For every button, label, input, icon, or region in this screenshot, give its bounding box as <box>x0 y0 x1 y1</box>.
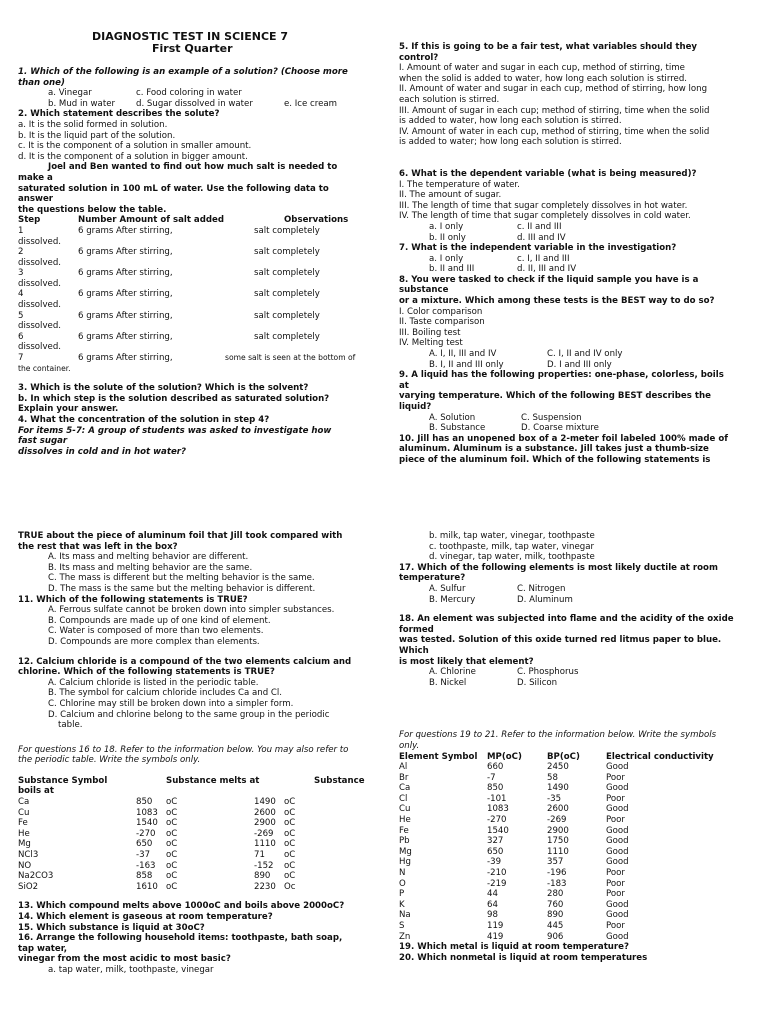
table-cell: -39 <box>487 857 502 868</box>
table-cell: Good <box>606 931 629 942</box>
question-7-choices: a. I only c. I, II and III <box>429 253 570 264</box>
table-cell: salt completely <box>254 289 320 300</box>
question-12: 12. Calcium chloride is a compound of the two elements calcium and chlorine. Which of the following statements is TRUE? <box>18 656 352 678</box>
table-cell: 1750 <box>547 836 569 847</box>
table-cell: 2900 <box>547 825 569 836</box>
table-cell: 2600 <box>254 807 276 818</box>
table-cell: 419 <box>487 931 504 942</box>
table-cell: salt completely <box>254 268 320 279</box>
table-cell: -163 <box>136 860 156 871</box>
right-column-top <box>399 42 754 466</box>
table-cell: Al <box>399 762 408 773</box>
question-18: 18. An element was subjected into flame and the acidity of the oxide formed was tested. Solution of this oxide turned red litmus paper to blue. Which is most likely that element? <box>399 614 734 667</box>
table-cell: 1540 <box>487 825 509 836</box>
questions-13-16: 13. Which compound melts above 1000oC and boils above 2000oC? 14. Which element is gaseous at room temperature? 15. Which substance is liquid at 30oC? 16. Arrange the following household items: toothpaste, bath soap, tap water, vinegar from the most acidic to most basic? <box>18 901 345 965</box>
table-cell: salt completely <box>254 331 320 342</box>
table-cell: 2230 <box>254 881 276 892</box>
table-cell: 660 <box>487 762 504 773</box>
table-cell: salt completely <box>254 247 320 258</box>
question-8-options: I. Color comparison II. Taste comparison III. Boiling test IV. Melting test <box>399 306 485 349</box>
table-cell: 327 <box>487 836 504 847</box>
table-cell: 1 <box>18 225 24 236</box>
table-cell: -7 <box>487 772 496 783</box>
table-row <box>399 815 754 826</box>
table-cell: 98 <box>487 910 498 921</box>
table-cell: oC <box>284 871 296 882</box>
question-6-options: I. The temperature of water. II. The amount of sugar. III. The length of time that sugar completely dissolves in hot water. IV. The length of time that sugar completely dissolves in cold water. <box>399 179 691 222</box>
table-cell: NCl3 <box>18 850 39 861</box>
table-cell: oC <box>284 860 296 871</box>
table-cell: Good <box>606 804 629 815</box>
table-cell: -37 <box>136 850 151 861</box>
question-8-choices: B. I, II and III only D. I and III only <box>429 359 612 370</box>
table-cell: 1083 <box>136 807 158 818</box>
question-6-choices: a. I only c. II and III <box>429 221 562 232</box>
table-row <box>18 226 378 237</box>
table-cell: NO <box>18 860 32 871</box>
table-row <box>399 932 754 943</box>
table-row <box>18 353 378 364</box>
table-cell: oC <box>166 828 178 839</box>
question-18-choices: A. Chlorine C. Phosphorus <box>429 667 579 678</box>
table-cell: Good <box>606 846 629 857</box>
table-row <box>18 247 378 258</box>
table-row <box>399 826 754 837</box>
table-row <box>18 839 378 850</box>
table-cell: oC <box>166 807 178 818</box>
table-cell-continued: dissolved. <box>18 300 62 311</box>
table-cell: SiO2 <box>18 881 39 892</box>
table-cell: 5 <box>18 310 24 321</box>
question-1: 1. Which of the following is an example of a solution? (Choose more than one) <box>18 67 348 88</box>
salt-intro: Joel and Ben wanted to find out how much salt is needed to make a saturated solution in 100 mL of water. Use the following data to answer the questions below the table. <box>18 162 338 215</box>
table-cell: Poor <box>606 815 625 826</box>
table-cell: Poor <box>606 868 625 879</box>
table-cell: 6 <box>18 331 24 342</box>
table-cell: S <box>399 921 405 931</box>
table-cell: Poor <box>606 793 625 804</box>
table-cell: 2 <box>18 247 24 258</box>
question-1-options-row1: a. Vinegar c. Food coloring in water <box>48 88 242 99</box>
question-1-options-row2: b. Mud in water d. Sugar dissolved in water e. Ice cream <box>48 98 338 109</box>
items-5-7-intro: For items 5-7: A group of students was asked to investigate how fast sugar dissolves in cold and in hot water? <box>18 425 332 457</box>
table-cell: -269 <box>254 828 274 839</box>
table-cell: 1110 <box>254 839 276 850</box>
table-cell: 119 <box>487 921 504 931</box>
table-cell: 650 <box>136 839 153 850</box>
table-cell: K <box>399 899 405 910</box>
table-cell: 2900 <box>254 818 276 829</box>
table-row <box>399 910 754 921</box>
table-cell: Ca <box>18 797 30 808</box>
page-subtitle: First Quarter <box>152 42 233 55</box>
table-cell: 44 <box>487 889 498 900</box>
table-row <box>399 868 754 879</box>
table-row <box>18 861 378 872</box>
table-cell: Poor <box>606 878 625 889</box>
table-row <box>399 783 754 794</box>
table-cell: O <box>399 878 406 889</box>
table-cell: 6 grams After stirring, <box>78 225 173 236</box>
table-16-header: Substance Symbol Substance melts at Substance <box>18 775 365 786</box>
table-19-header: Element Symbol MP(oC) BP(oC) Electrical conductivity <box>399 751 714 762</box>
table-cell: Ca <box>399 783 411 794</box>
table-cell: 858 <box>136 871 153 882</box>
table-cell: Cu <box>399 804 411 815</box>
question-2-option: b. It is the liquid part of the solution. <box>18 130 176 141</box>
table-cell: 6 grams After stirring, <box>78 247 173 258</box>
table-cell: oC <box>166 850 178 861</box>
table-cell: 2450 <box>547 762 569 773</box>
table-cell: 850 <box>136 797 153 808</box>
page-title: DIAGNOSTIC TEST IN SCIENCE 7 <box>92 30 289 43</box>
table-row <box>18 332 378 343</box>
table-cell: salt completely <box>254 310 320 321</box>
question-7-choices: b. II and III d. II, III and IV <box>429 264 577 275</box>
table-cell: 6 grams After stirring, <box>78 353 173 364</box>
table-cell: -35 <box>547 793 562 804</box>
table-cell: -152 <box>254 860 274 871</box>
table-cell: oC <box>284 797 296 808</box>
table-cell: Good <box>606 899 629 910</box>
table-cell: -183 <box>547 878 567 889</box>
table-row <box>399 794 754 805</box>
table-cell: Mg <box>399 846 412 857</box>
table-row <box>399 847 754 858</box>
table-cell-continued: dissolved. <box>18 342 62 353</box>
table-cell: -269 <box>547 815 567 826</box>
table-row <box>399 889 754 900</box>
table-cell: 760 <box>547 899 564 910</box>
table-row <box>18 808 378 819</box>
table-cell: 2600 <box>547 804 569 815</box>
table-16-body <box>18 797 378 892</box>
table-cell: Good <box>606 825 629 836</box>
table-cell: 7 <box>18 353 24 364</box>
table-cell: 850 <box>487 783 504 794</box>
table-cell: 1110 <box>547 846 569 857</box>
table-cell-continued: the container. <box>18 363 71 373</box>
table-cell: -210 <box>487 868 507 879</box>
table-cell: Poor <box>606 889 625 900</box>
table-row <box>399 804 754 815</box>
table-row <box>399 857 754 868</box>
table-row <box>399 921 754 932</box>
table-cell: 357 <box>547 857 564 868</box>
table-cell: N <box>399 868 406 879</box>
question-2-option: d. It is the component of a solution in bigger amount. <box>18 151 248 162</box>
question-2-option: c. It is the component of a solution in smaller amount. <box>18 141 252 152</box>
table-cell: 58 <box>547 772 558 783</box>
table-row <box>18 289 378 300</box>
questions-19-20: 19. Which metal is liquid at room temperature? 20. Which nonmetal is liquid at room temperatures <box>399 942 648 963</box>
question-6-choices: b. II only d. III and IV <box>429 232 566 243</box>
table-row <box>399 773 754 784</box>
table-cell: oC <box>284 850 296 861</box>
question-10-options: A. Its mass and melting behavior are different. B. Its mass and melting behavior are the same. C. The mass is different but the melting behavior is the same. D. The mass is the same but the melting behavior is different. <box>48 552 316 594</box>
table-cell: He <box>399 815 411 826</box>
table-cell: oC <box>284 807 296 818</box>
table-row <box>18 882 378 893</box>
table-cell: 1490 <box>254 797 276 808</box>
question-11-options: A. Ferrous sulfate cannot be broken down into simpler substances. B. Compounds are made up of one kind of element. C. Water is composed of more than two elements. D. Compounds are more complex than elements. <box>48 605 335 647</box>
table-row <box>18 797 378 808</box>
table-cell: oC <box>284 818 296 829</box>
table-cell: Oc <box>284 881 296 892</box>
table-cell: 1610 <box>136 881 158 892</box>
table-cell: Poor <box>606 921 625 931</box>
table-cell: 64 <box>487 899 498 910</box>
table-cell: oC <box>166 818 178 829</box>
table-cell: Pb <box>399 836 410 847</box>
table-cell: Good <box>606 910 629 921</box>
table-cell: 6 grams After stirring, <box>78 268 173 279</box>
table-row <box>18 850 378 861</box>
table-cell: Hg <box>399 857 411 868</box>
table-cell: 6 grams After stirring, <box>78 310 173 321</box>
question-17: 17. Which of the following elements is most likely ductile at room temperature? <box>399 562 718 584</box>
table-cell: oC <box>166 881 178 892</box>
question-9-choices: B. Substance D. Coarse mixture <box>429 423 599 434</box>
question-6: 6. What is the dependent variable (what is being measured)? <box>399 168 697 179</box>
question-2: 2. Which statement describes the solute? <box>18 109 220 120</box>
table-cell: salt completely <box>254 225 320 236</box>
table-cell: Cu <box>18 807 30 818</box>
table-cell: -196 <box>547 868 567 879</box>
question-7: 7. What is the independent variable in the investigation? <box>399 243 677 254</box>
table-cell: He <box>18 828 30 839</box>
table-row <box>399 900 754 911</box>
table-cell: Good <box>606 857 629 868</box>
questions-3-4: 3. Which is the solute of the solution? Which is the solvent? b. In which step is the solution described as saturated solution? Explain your answer. 4. What the concentration of the solution in step 4? <box>18 383 330 425</box>
table-cell: Good <box>606 762 629 773</box>
table-cell-continued: dissolved. <box>18 236 62 247</box>
table-cell: oC <box>284 828 296 839</box>
table-cell: 1083 <box>487 804 509 815</box>
right-column-bottom <box>399 531 754 963</box>
table-cell: 3 <box>18 268 24 279</box>
question-8: 8. You were tasked to check if the liquid sample you have is a substance or a mixture. Which among these tests is the BEST way to do so? <box>399 274 715 307</box>
table-row <box>399 879 754 890</box>
table-19-body <box>399 762 754 942</box>
table-cell: P <box>399 889 405 900</box>
table-cell: 6 grams After stirring, <box>78 331 173 342</box>
salt-table-header: Step Number Amount of salt added Observations <box>18 215 349 226</box>
question-18-choices: B. Nickel D. Silicon <box>429 677 558 688</box>
table-row <box>18 871 378 882</box>
table-cell: Na2CO3 <box>18 871 54 882</box>
question-16-option: a. tap water, milk, toothpaste, vinegar <box>48 964 214 975</box>
question-8-choices: A. I, II, III and IV C. I, II and IV only <box>429 349 623 360</box>
table-cell: 280 <box>547 889 564 900</box>
question-10-continued: TRUE about the piece of aluminum foil that Jill took compared with the rest that was left in the box? <box>18 531 343 552</box>
table-cell: oC <box>166 839 178 850</box>
table-row <box>399 836 754 847</box>
table-cell: oC <box>284 839 296 850</box>
table-cell: 650 <box>487 846 504 857</box>
table-cell: some salt is seen at the bottom of <box>225 353 356 363</box>
table-cell: Zn <box>399 931 411 942</box>
table-cell: Poor <box>606 772 625 783</box>
table-cell: 6 grams After stirring, <box>78 289 173 300</box>
table-cell: 4 <box>18 289 24 300</box>
table-16-header-cont: boils at <box>18 786 54 797</box>
table-cell: Good <box>606 836 629 847</box>
table-cell: oC <box>166 860 178 871</box>
question-11: 11. Which of the following statements is TRUE? <box>18 594 248 605</box>
question-5: 5. If this is going to be a fair test, what variables should they control? <box>399 42 698 63</box>
table-16-intro: For questions 16 to 18. Refer to the information below. You may also refer to the periodic table. Write the symbols only. <box>18 744 349 766</box>
question-17-choices: A. Sulfur C. Nitrogen <box>429 583 566 594</box>
table-cell: -219 <box>487 878 507 889</box>
table-cell: 890 <box>547 910 564 921</box>
table-cell: 1540 <box>136 818 158 829</box>
table-cell: 1490 <box>547 783 569 794</box>
table-cell-continued: dissolved. <box>18 321 62 332</box>
table-cell: 906 <box>547 931 564 942</box>
table-cell: -101 <box>487 793 507 804</box>
table-cell-continued: dissolved. <box>18 257 62 268</box>
table-cell: Br <box>399 772 409 783</box>
table-row <box>18 268 378 279</box>
question-12-options: A. Calcium chloride is listed in the periodic table. B. The symbol for calcium chloride includes Ca and Cl. C. Chlorine may still be broken down into a simpler form. D. Calcium and chlorine belong to the same group in the periodic table. <box>48 677 330 731</box>
table-cell: 890 <box>254 871 271 882</box>
table-cell: 445 <box>547 921 564 931</box>
table-row <box>18 829 378 840</box>
table-cell: oC <box>166 797 178 808</box>
question-9-choices: A. Solution C. Suspension <box>429 412 582 423</box>
question-16-options: b. milk, tap water, vinegar, toothpaste c. toothpaste, milk, tap water, vinegar d. vinegar, tap water, milk, toothpaste <box>429 531 595 563</box>
question-9: 9. A liquid has the following properties: one-phase, colorless, boils at varying temperature. Which of the following BEST describes the liquid? <box>399 370 724 412</box>
table-cell: oC <box>166 871 178 882</box>
table-cell: Fe <box>399 825 409 836</box>
question-2-option: a. It is the solid formed in solution. <box>18 119 168 130</box>
table-cell: Good <box>606 783 629 794</box>
table-cell: -270 <box>487 815 507 826</box>
table-19-intro: For questions 19 to 21. Refer to the information below. Write the symbols only. <box>399 730 717 751</box>
question-5-options: I. Amount of water and sugar in each cup, method of stirring, time when the solid is added to water, how long each solution is stirred. II. Amount of water and sugar in each cup, method of stirring, how long each solution is stirred. III. Amount of sugar in each cup; method of stirring, time when the solid is added to water, how long each solution is stirred. IV. Amount of water in each cup, method of stirring, time when the solid is added to water; how long each solution is stirred. <box>399 63 710 148</box>
table-cell: -270 <box>136 828 156 839</box>
table-row <box>399 762 754 773</box>
table-cell: Cl <box>399 793 408 804</box>
question-17-choices: B. Mercury D. Aluminum <box>429 594 573 605</box>
table-cell: Fe <box>18 818 28 829</box>
question-10: 10. Jill has an unopened box of a 2-meter foil labeled 100% made of aluminum. Aluminum is a substance. Jill takes just a thumb-size piece of the aluminum foil. Which of the following statements is <box>399 433 728 465</box>
table-cell: 71 <box>254 850 265 861</box>
table-row <box>18 311 378 322</box>
left-column-top <box>18 67 378 457</box>
table-row <box>18 818 378 829</box>
table-cell-continued: dissolved. <box>18 278 62 289</box>
table-cell: Na <box>399 910 411 921</box>
table-cell: Mg <box>18 839 31 850</box>
salt-table-body <box>18 226 378 374</box>
left-column-bottom <box>18 531 378 976</box>
